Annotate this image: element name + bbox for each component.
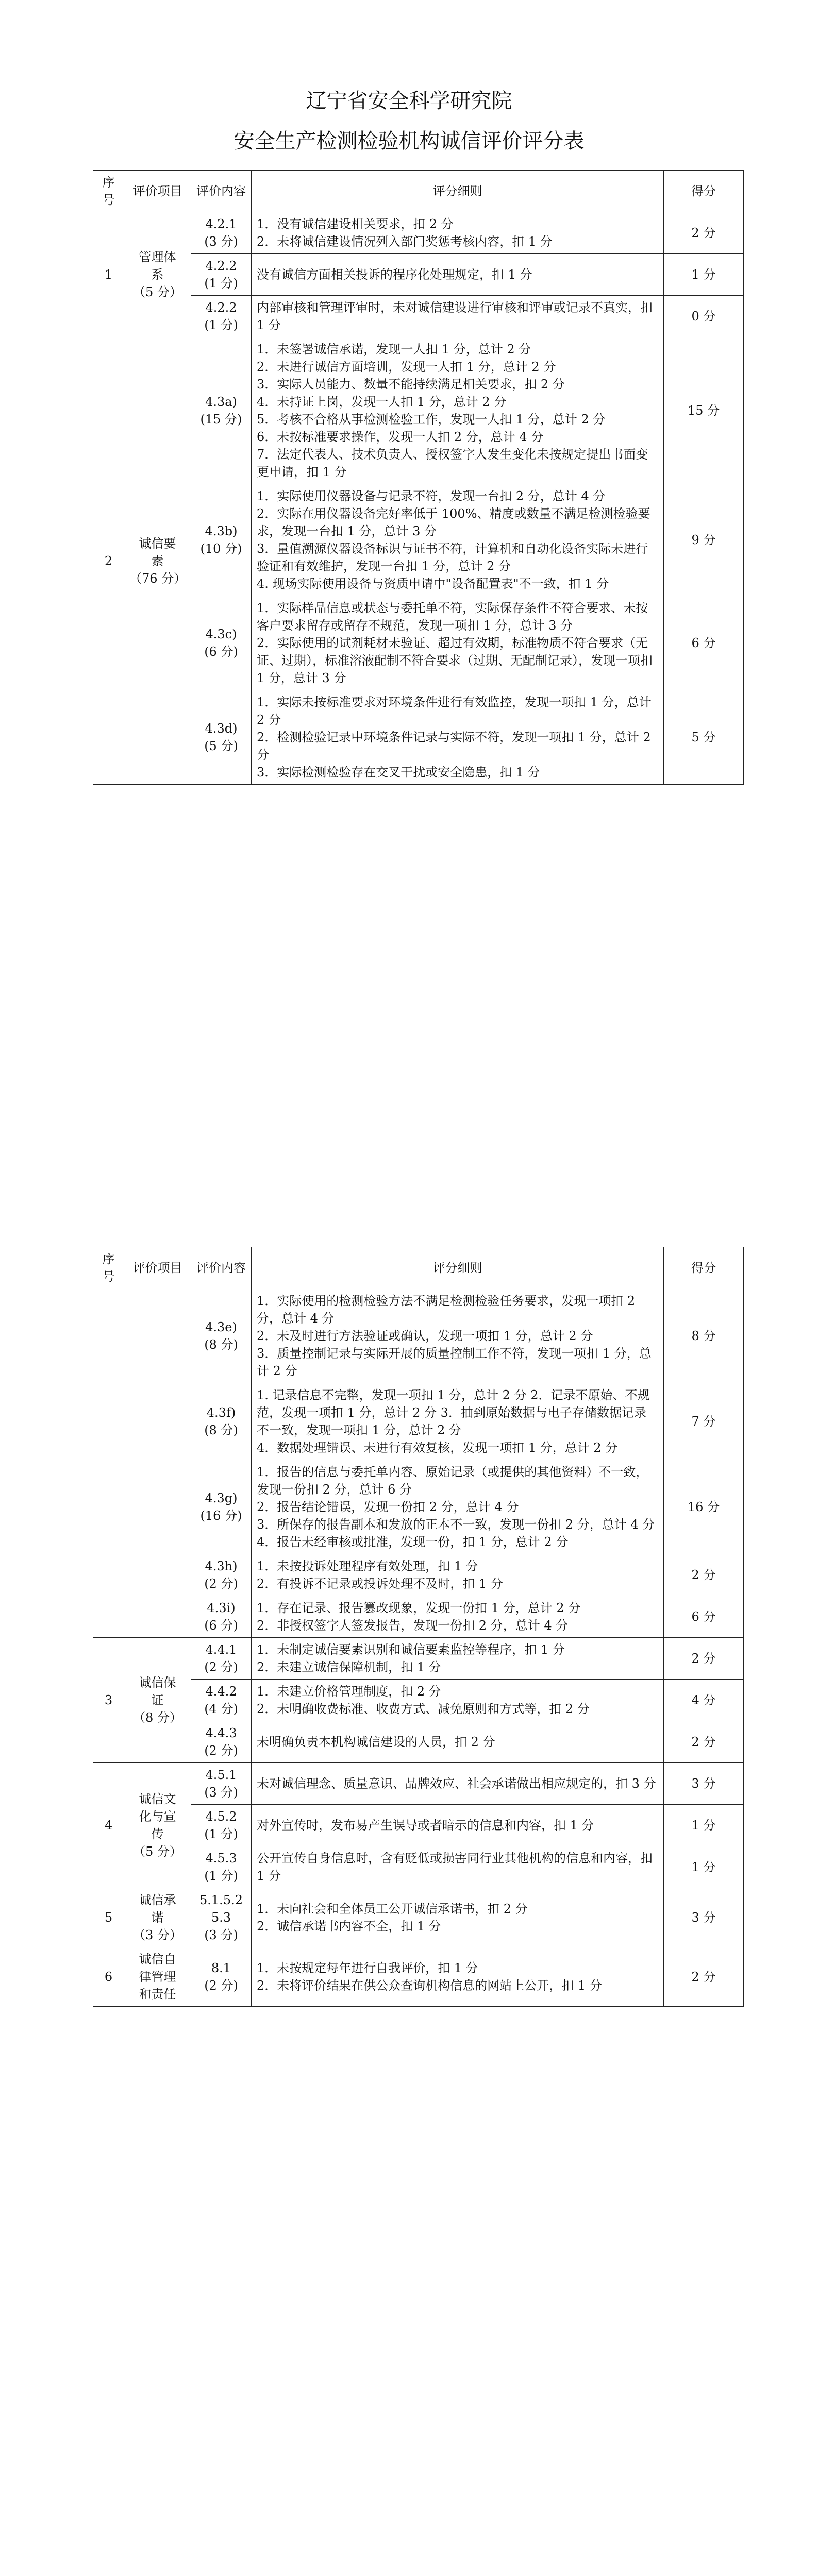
score-table-page2 — [93, 1247, 744, 2007]
row-content-line: 4.3f) — [206, 1405, 236, 1420]
row-content — [191, 1460, 252, 1554]
row-detail-line: 4. 现场实际使用设备与资质申请中"设备配置表"不一致，扣 1 分 — [257, 577, 609, 591]
row-detail-line: 2．诚信承诺书内容不全，扣 1 分 — [257, 1919, 441, 1934]
row-seq: 6 — [93, 1947, 124, 2007]
col-header-content: 评价内容 — [191, 171, 252, 212]
row-detail-line: 1．存在记录、报告篡改现象，发现一份扣 1 分，总计 2 分 — [257, 1601, 581, 1615]
row-item — [124, 1289, 191, 1638]
row-content-line: 4.3e) — [205, 1320, 237, 1334]
row-detail-line: 1．未按投诉处理程序有效处理，扣 1 分 — [257, 1559, 478, 1573]
row-seq: 3 — [93, 1638, 124, 1763]
row-content — [191, 596, 252, 690]
col-header-seq: 序号 — [93, 171, 124, 212]
row-content — [191, 690, 252, 785]
row-content-line: (3 分) — [204, 1785, 238, 1800]
table-row — [93, 1596, 744, 1638]
org-title: 辽宁省安全科学研究院 — [306, 89, 512, 113]
table-row — [93, 1947, 744, 2007]
doc-title: 安全生产检测检验机构诚信评价评分表 — [233, 129, 585, 153]
col-header-score: 得分 — [664, 171, 744, 212]
row-content-line: 4.3c) — [205, 627, 237, 641]
row-content-line: 4.2.2 — [205, 259, 237, 273]
row-detail — [252, 1763, 664, 1805]
row-detail — [252, 254, 664, 296]
table-row — [93, 254, 744, 296]
row-detail-line: 1．实际样品信息或状态与委托单不符，实际保存条件不符合要求、未按客户要求留存或留存不规范，发现一项扣 1 分，总计 3 分 — [257, 601, 648, 633]
row-score: 8 分 — [664, 1289, 744, 1383]
row-score: 2 分 — [664, 1721, 744, 1763]
row-detail — [252, 596, 664, 690]
row-detail-line: 6．未按标准要求操作，发现一人扣 2 分，总计 4 分 — [257, 430, 544, 444]
row-detail-line: 1．未向社会和全体员工公开诚信承诺书，扣 2 分 — [257, 1902, 528, 1916]
row-item — [124, 1888, 191, 1947]
row-detail-line: 没有诚信方面相关投诉的程序化处理规定，扣 1 分 — [257, 267, 532, 282]
row-score: 6 分 — [664, 596, 744, 690]
row-content — [191, 1554, 252, 1596]
row-detail — [252, 1554, 664, 1596]
row-content-line: 4.4.3 — [205, 1726, 237, 1740]
table-row — [93, 484, 744, 596]
row-content-line: 8.1 — [211, 1961, 231, 1975]
row-content — [191, 1763, 252, 1805]
row-item — [124, 1638, 191, 1763]
table-row — [93, 1638, 744, 1680]
row-content-line: (8 分) — [204, 1423, 238, 1437]
row-score: 15 分 — [664, 337, 744, 484]
row-item-line: （5 分） — [133, 1844, 182, 1859]
table-row — [93, 1805, 744, 1846]
row-score: 5 分 — [664, 690, 744, 785]
row-content-line: 4.4.1 — [205, 1642, 237, 1657]
row-detail — [252, 1888, 664, 1947]
row-content-line: (1 分) — [204, 276, 238, 291]
row-item-line: 诚信自 — [139, 1952, 176, 1967]
row-detail-line: 公开宣传自身信息时，含有贬低或损害同行业其他机构的信息和内容，扣 1 分 — [257, 1851, 653, 1883]
row-item-line: 诺 — [151, 1910, 164, 1925]
col-header-detail: 评分细则 — [252, 1247, 664, 1289]
row-detail-line: 2．未将评价结果在供公众查询机构信息的网站上公开，扣 1 分 — [257, 1978, 602, 1993]
table-row — [93, 690, 744, 785]
table-row — [93, 1383, 744, 1460]
row-detail-line: 7．法定代表人、技术负责人、授权签字人发生变化未按规定提出书面变更申请，扣 1 分 — [257, 447, 648, 479]
row-content — [191, 1289, 252, 1383]
row-detail — [252, 1289, 664, 1383]
row-content — [191, 484, 252, 596]
table-row — [93, 1289, 744, 1383]
row-seq: 5 — [93, 1888, 124, 1947]
row-detail-line: 2．未建立诚信保障机制，扣 1 分 — [257, 1660, 441, 1674]
row-seq: 2 — [93, 337, 124, 785]
row-detail-line: 1．未按规定每年进行自我评价，扣 1 分 — [257, 1961, 478, 1975]
col-header-detail: 评分细则 — [252, 171, 664, 212]
row-detail-line: 4．报告未经审核或批准，发现一份，扣 1 分，总计 2 分 — [257, 1535, 569, 1549]
row-detail — [252, 1638, 664, 1680]
row-item — [124, 212, 191, 337]
row-content — [191, 212, 252, 254]
row-detail-line: 1．未签署诚信承诺，发现一人扣 1 分，总计 2 分 — [257, 342, 531, 357]
col-header-item: 评价项目 — [124, 1247, 191, 1289]
row-content — [191, 1846, 252, 1888]
row-item-line: 系 — [151, 267, 164, 282]
row-content — [191, 1721, 252, 1763]
row-detail-line: 1．实际使用仪器设备与记录不符，发现一台扣 2 分，总计 4 分 — [257, 489, 606, 503]
row-detail — [252, 296, 664, 337]
row-detail-line: 4．数据处理错误、未进行有效复核，发现一项扣 1 分，总计 2 分 — [257, 1440, 618, 1455]
row-detail-line: 1．未制定诚信要素识别和诚信要素监控等程序，扣 1 分 — [257, 1642, 565, 1657]
row-detail — [252, 690, 664, 785]
table-row — [93, 1763, 744, 1805]
row-detail-line: 3．实际检测检验存在交叉干扰或安全隐患，扣 1 分 — [257, 765, 540, 779]
row-content-line: (6 分) — [204, 1618, 238, 1633]
table-row — [93, 1680, 744, 1721]
row-score: 6 分 — [664, 1596, 744, 1638]
row-detail-line: 1．报告的信息与委托单内容、原始记录（或提供的其他资料）不一致，发现一份扣 2 分，总计 6 分 — [257, 1465, 648, 1497]
row-detail-line: 未明确负责本机构诚信建设的人员，扣 2 分 — [257, 1735, 495, 1749]
row-content-line: 4.3h) — [205, 1559, 238, 1573]
row-detail-line: 2．有投诉不记录或投诉处理不及时，扣 1 分 — [257, 1577, 503, 1591]
row-detail — [252, 1846, 664, 1888]
row-item-line: （5 分） — [133, 285, 182, 299]
row-detail-line: 4．未持证上岗，发现一人扣 1 分，总计 2 分 — [257, 395, 507, 409]
row-detail-line: 1．实际未按标准要求对环境条件进行有效监控，发现一项扣 1 分，总计 2 分 — [257, 695, 652, 727]
table-row — [93, 1721, 744, 1763]
row-detail — [252, 484, 664, 596]
col-header-item: 评价项目 — [124, 171, 191, 212]
row-content-line: (5 分) — [204, 739, 238, 753]
row-content — [191, 337, 252, 484]
row-item-line: 诚信文 — [139, 1792, 176, 1806]
row-detail-line: 2．非授权签字人签发报告，发现一份扣 2 分，总计 4 分 — [257, 1618, 569, 1633]
row-score: 1 分 — [664, 1846, 744, 1888]
row-content-line: (2 分) — [204, 1577, 238, 1591]
row-detail-line: 未对诚信理念、质量意识、品牌效应、社会承诺做出相应规定的，扣 3 分 — [257, 1776, 656, 1791]
row-detail-line: 2．检测检验记录中环境条件记录与实际不符，发现一项扣 1 分，总计 2 分 — [257, 730, 651, 762]
row-content-line: 5.3 — [211, 1910, 231, 1925]
row-content-line: 5.1.5.2 — [199, 1893, 243, 1907]
row-detail-line: 2．未将诚信建设情况列入部门奖惩考核内容，扣 1 分 — [257, 234, 553, 249]
row-detail — [252, 1460, 664, 1554]
row-detail-line: 3．实际人员能力、数量不能持续满足相关要求，扣 2 分 — [257, 377, 565, 392]
row-content — [191, 254, 252, 296]
row-detail-line: 对外宣传时，发布易产生误导或者暗示的信息和内容，扣 1 分 — [257, 1818, 594, 1833]
row-score: 16 分 — [664, 1460, 744, 1554]
row-detail — [252, 212, 664, 254]
table-row — [93, 596, 744, 690]
row-content-line: 4.3i) — [207, 1601, 236, 1615]
row-item — [124, 1763, 191, 1888]
row-score: 2 分 — [664, 212, 744, 254]
row-content-line: 4.5.3 — [205, 1851, 237, 1866]
row-item-line: 律管理 — [139, 1970, 176, 1984]
row-content-line: (15 分) — [200, 412, 242, 427]
row-detail-line: 2．未明确收费标准、收费方式、减免原则和方式等，扣 2 分 — [257, 1702, 590, 1716]
row-detail — [252, 337, 664, 484]
row-content-line: 4.3b) — [205, 524, 238, 538]
row-content-line: (3 分) — [204, 234, 238, 249]
row-seq: 1 — [93, 212, 124, 337]
row-item — [124, 1947, 191, 2007]
row-detail-line: 1．实际使用的检测检验方法不满足检测检验任务要求，发现一项扣 2 分，总计 4 分 — [257, 1294, 636, 1326]
row-content — [191, 1680, 252, 1721]
row-score: 7 分 — [664, 1383, 744, 1460]
row-content-line: (1 分) — [204, 318, 238, 332]
row-detail-line: 3．质量控制记录与实际开展的质量控制工作不符，发现一项扣 1 分，总计 2 分 — [257, 1346, 652, 1378]
row-item-line: 化与宣 — [139, 1809, 176, 1824]
row-item-line: （8 分） — [133, 1710, 182, 1725]
score-table-page1 — [93, 170, 744, 785]
row-content — [191, 1383, 252, 1460]
row-seq: 4 — [93, 1763, 124, 1888]
table-row — [93, 212, 744, 254]
table-row — [93, 296, 744, 337]
row-detail-line: 1．未建立价格管理制度，扣 2 分 — [257, 1684, 441, 1699]
row-content-line: (2 分) — [204, 1660, 238, 1674]
row-item-line: 证 — [151, 1693, 164, 1707]
row-content-line: (2 分) — [204, 1978, 238, 1993]
table-row — [93, 1554, 744, 1596]
row-detail — [252, 1721, 664, 1763]
row-score: 4 分 — [664, 1680, 744, 1721]
row-item-line: （3 分） — [133, 1928, 182, 1942]
row-item — [124, 337, 191, 785]
row-item-line: 诚信要 — [139, 536, 176, 551]
row-content-line: 4.5.2 — [205, 1809, 237, 1824]
row-content-line: 4.4.2 — [205, 1684, 237, 1699]
row-detail — [252, 1947, 664, 2007]
row-seq — [93, 1289, 124, 1638]
row-content-line: (1 分) — [204, 1869, 238, 1883]
row-content-line: (2 分) — [204, 1743, 238, 1758]
row-detail-line: 3．量值溯源仪器设备标识与证书不符，计算机和自动化设备实际未进行验证和有效维护，发现一台扣 1 分，总计 2 分 — [257, 541, 648, 573]
row-detail-line: 2．报告结论错误，发现一份扣 2 分，总计 4 分 — [257, 1500, 519, 1514]
row-content-line: 4.3g) — [205, 1491, 238, 1505]
row-content — [191, 1888, 252, 1947]
row-detail-line: 2．未及时进行方法验证或确认，发现一项扣 1 分，总计 2 分 — [257, 1329, 593, 1343]
row-content — [191, 1947, 252, 2007]
col-header-content: 评价内容 — [191, 1247, 252, 1289]
row-item-line: （76 分） — [129, 571, 187, 586]
row-detail-line: 2．未进行诚信方面培训，发现一人扣 1 分，总计 2 分 — [257, 360, 556, 374]
row-detail-line: 5．考核不合格从事检测检验工作，发现一人扣 1 分，总计 2 分 — [257, 412, 606, 427]
row-content-line: (1 分) — [204, 1827, 238, 1841]
row-detail-line: 内部审核和管理评审时，未对诚信建设进行审核和评审或记录不真实，扣 1 分 — [257, 300, 653, 332]
row-score: 0 分 — [664, 296, 744, 337]
row-item-line: 传 — [151, 1827, 164, 1841]
row-content-line: (16 分) — [200, 1509, 242, 1523]
table-row — [93, 1460, 744, 1554]
row-item-line: 诚信保 — [139, 1675, 176, 1690]
row-detail-line: 2．实际在用仪器设备完好率低于 100%、精度或数量不满足检测检验要求，发现一台扣 1 分，总计 3 分 — [257, 506, 650, 538]
col-header-score: 得分 — [664, 1247, 744, 1289]
row-score: 3 分 — [664, 1888, 744, 1947]
row-detail — [252, 1383, 664, 1460]
row-item-line: 管理体 — [139, 250, 176, 264]
table-row — [93, 337, 744, 484]
row-content — [191, 1596, 252, 1638]
row-item-line: 诚信承 — [139, 1893, 176, 1907]
row-content-line: (3 分) — [204, 1928, 238, 1942]
row-score: 2 分 — [664, 1947, 744, 2007]
row-score: 3 分 — [664, 1763, 744, 1805]
row-detail — [252, 1680, 664, 1721]
row-detail — [252, 1805, 664, 1846]
row-content-line: (6 分) — [204, 645, 238, 659]
col-header-seq: 序号 — [93, 1247, 124, 1289]
header-row — [93, 171, 744, 212]
row-content — [191, 296, 252, 337]
row-detail-line: 3．所保存的报告副本和发放的正本不一致，发现一份扣 2 分，总计 4 分 — [257, 1517, 655, 1532]
row-content-line: (10 分) — [200, 541, 242, 556]
header-row — [93, 1247, 744, 1289]
row-score: 2 分 — [664, 1554, 744, 1596]
row-score: 1 分 — [664, 1805, 744, 1846]
table-row — [93, 1888, 744, 1947]
row-score: 2 分 — [664, 1638, 744, 1680]
row-content-line: (4 分) — [204, 1702, 238, 1716]
row-item-line: 素 — [151, 553, 164, 568]
row-content-line: 4.2.2 — [205, 300, 237, 315]
row-detail-line: 1. 记录信息不完整，发现一项扣 1 分，总计 2 分 2．记录不原始、不规范，发现一项扣 1 分，总计 2 分 3．抽到原始数据与电子存储数据记录不一致，发现一项扣 1 分，总计 2 分 — [257, 1388, 650, 1437]
row-item-line: 和责任 — [139, 1987, 176, 2002]
table-row — [93, 1846, 744, 1888]
row-detail-line: 2．实际使用的试剂耗材未验证、超过有效期，标准物质不符合要求（无证、过期），标准溶液配制不符合要求（过期、无配制记录），发现一项扣 1 分，总计 3 分 — [257, 636, 653, 685]
row-content — [191, 1805, 252, 1846]
row-score: 9 分 — [664, 484, 744, 596]
row-detail-line: 1．没有诚信建设相关要求，扣 2 分 — [257, 217, 454, 231]
row-content — [191, 1638, 252, 1680]
row-detail — [252, 1596, 664, 1638]
row-content-line: 4.3a) — [205, 395, 237, 409]
row-content-line: 4.5.1 — [205, 1768, 237, 1782]
row-content-line: 4.2.1 — [205, 217, 237, 231]
row-content-line: 4.3d) — [205, 721, 238, 736]
row-score: 1 分 — [664, 254, 744, 296]
row-content-line: (8 分) — [204, 1337, 238, 1352]
